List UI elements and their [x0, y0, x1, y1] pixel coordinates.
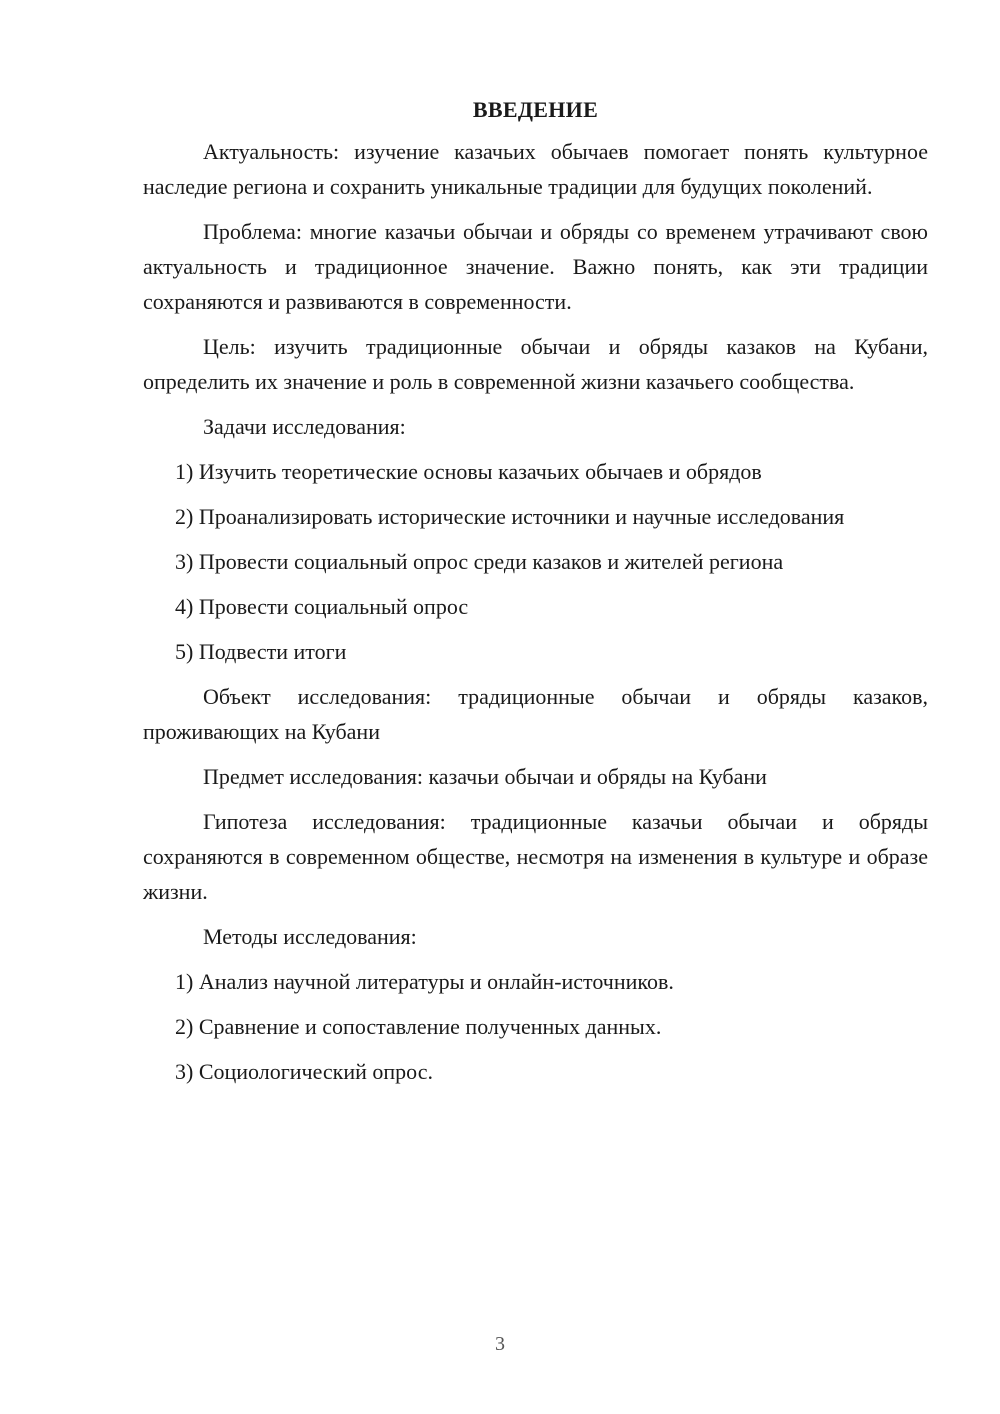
paragraph-hypothesis: Гипотеза исследования: традиционные казачьи обычаи и обряды сохраняются в современном обществе, несмотря на изменения в культуре и образе жизни.	[143, 809, 928, 904]
list-item-task-1: 1) Изучить теоретические основы казачьих обычаев и обрядов	[175, 459, 762, 484]
list-item-method-1: 1) Анализ научной литературы и онлайн-источников.	[175, 969, 674, 994]
list-item-task-4: 4) Провести социальный опрос	[175, 594, 469, 619]
paragraph-problem: Проблема: многие казачьи обычаи и обряды со временем утрачивают свою актуальность и традиционное значение. Важно понять, как эти традиции сохраняются и развиваются в современности.	[143, 219, 928, 314]
page-title: ВВЕДЕНИЕ	[472, 97, 599, 122]
paragraph-tasks-heading: Задачи исследования:	[203, 414, 406, 439]
list-item-task-2: 2) Проанализировать исторические источники и научные исследования	[175, 504, 845, 529]
paragraph-relevance: Актуальность: изучение казачьих обычаев помогает понять культурное наследие региона и сохранить уникальные традиции для будущих поколений.	[143, 139, 928, 199]
document-page	[143, 92, 928, 1099]
list-item-method-3: 3) Социологический опрос.	[175, 1059, 433, 1084]
list-item-method-2: 2) Сравнение и сопоставление полученных данных.	[175, 1014, 662, 1039]
list-item-task-3: 3) Провести социальный опрос среди казаков и жителей региона	[175, 549, 784, 574]
paragraph-goal: Цель: изучить традиционные обычаи и обряды казаков на Кубани, определить их значение и роль в современной жизни казачьего сообщества.	[143, 334, 928, 394]
paragraph-object: Объект исследования: традиционные обычаи и обряды казаков, проживающих на Кубани	[143, 684, 928, 744]
page-number: 3	[495, 1333, 505, 1355]
paragraph-subject: Предмет исследования: казачьи обычаи и обряды на Кубани	[203, 764, 767, 789]
list-item-task-5: 5) Подвести итоги	[175, 639, 347, 664]
paragraph-methods-heading: Методы исследования:	[203, 924, 417, 949]
